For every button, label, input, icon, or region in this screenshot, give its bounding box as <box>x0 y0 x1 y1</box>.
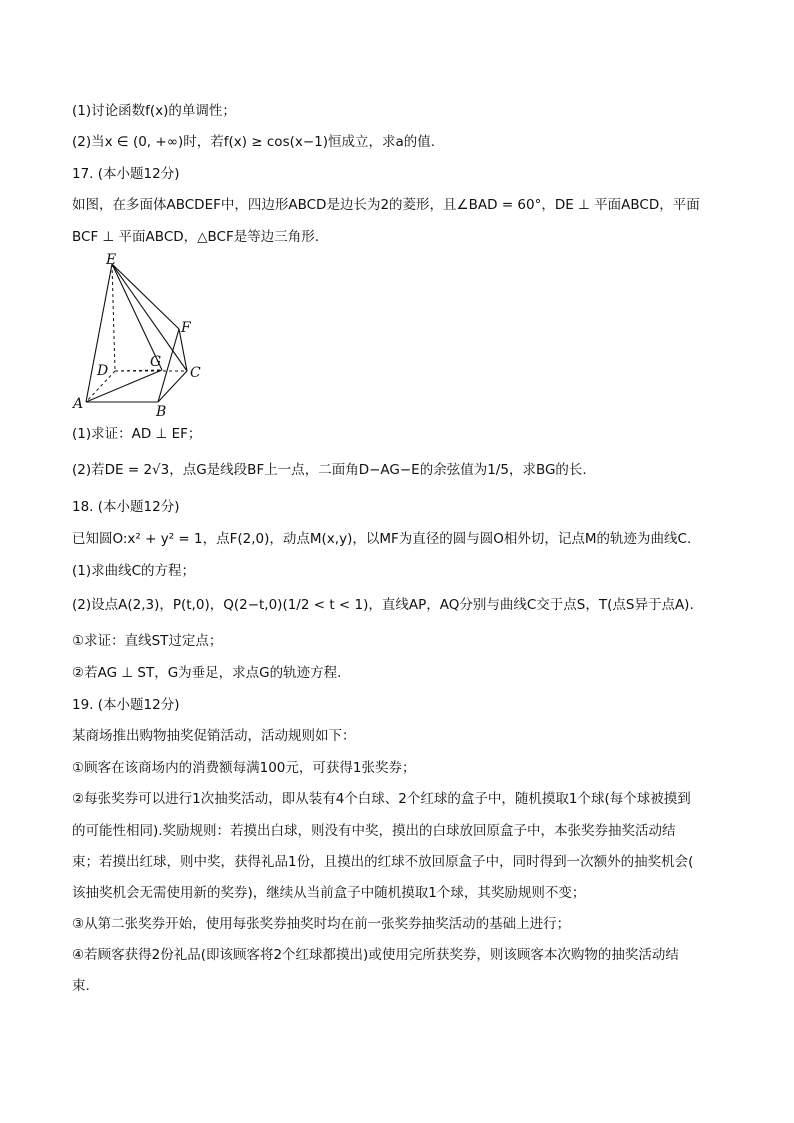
q17-stem-line1: 如图，在多面体ABCDEF中，四边形ABCD是边长为2的菱形，且∠BAD = 60°，DE ⊥ 平面ABCD，平面 <box>72 197 700 213</box>
q19-rule3: ③从第二张奖券开始，使用每张奖券抽奖时均在前一张奖券抽奖活动的基础上进行； <box>72 916 571 932</box>
q17-header: 17. (本小题12分) <box>72 166 180 182</box>
q19-rule4-line1: ④若顾客获得2份礼品(即该顾客将2个红球都摸出)或使用完所获奖券，则该顾客本次购物的抽奖活动结 <box>72 947 679 963</box>
label-E: E <box>106 252 117 268</box>
label-F: F <box>181 320 191 336</box>
label-G: G <box>150 354 162 370</box>
q16-part1: (1)讨论函数f(x)的单调性； <box>72 103 236 119</box>
q17-stem-line2: BCF ⊥ 平面ABCD，△BCF是等边三角形. <box>72 229 320 245</box>
label-B: B <box>156 404 167 420</box>
q19-rule2-line1: ②每张奖券可以进行1次抽奖活动，即从装有4个白球、2个红球的盒子中，随机摸取1个球(每个球被摸到 <box>72 791 691 807</box>
q17-part1: (1)求证：AD ⊥ EF； <box>72 426 202 442</box>
q19-rule1: ①顾客在该商场内的消费额每满100元，可获得1张奖券； <box>72 760 416 776</box>
q16-part2: (2)当x ∈ (0, +∞)时，若f(x) ≥ cos(x−1)恒成立，求a的值. <box>72 134 436 150</box>
q19-intro: 某商场推出购物抽奖促销活动，活动规则如下： <box>72 728 356 744</box>
q17-part2: (2)若DE = 2√3，点G是线段BF上一点，二面角D−AG−E的余弦值为1/5，求BG的长. <box>72 462 587 478</box>
polyhedron-figure <box>70 250 220 420</box>
edge-ED-hidden <box>112 264 115 371</box>
q19-rule2-line2: 的可能性相同).奖励规则：若摸出白球，则没有中奖，摸出的白球放回原盒子中，本张奖券抽奖活动结 <box>72 823 676 839</box>
q18-sub2: ②若AG ⊥ ST，G为垂足，求点G的轨迹方程. <box>72 665 342 681</box>
q18-sub1: ①求证：直线ST过定点； <box>72 633 223 649</box>
label-D: D <box>97 363 109 379</box>
edge-EF <box>112 264 179 329</box>
label-A: A <box>73 396 84 412</box>
edge-EA <box>86 264 112 402</box>
label-C: C <box>190 365 201 381</box>
edge-DG-hidden <box>115 370 162 371</box>
q18-part1: (1)求曲线C的方程； <box>72 563 196 579</box>
q19-rule2-line3: 束；若摸出红球，则中奖，获得礼品1份，且摸出的红球不放回原盒子中，同时得到一次额外的抽奖机会( <box>72 854 694 870</box>
q18-header: 18. (本小题12分) <box>72 499 180 515</box>
q18-part2: (2)设点A(2,3)，P(t,0)，Q(2−t,0)(1/2 < t < 1)，直线AP，AQ分别与曲线C交于点S，T(点S异于点A). <box>72 597 694 613</box>
q18-stem: 已知圆O:x² + y² = 1，点F(2,0)，动点M(x,y)，以MF为直径的圆与圆O相外切，记点M的轨迹为曲线C. <box>72 531 692 547</box>
q19-rule2-line4: 该抽奖机会无需使用新的奖券)，继续从当前盒子中随机摸取1个球，其奖励规则不变； <box>72 885 586 901</box>
q19-header: 19. (本小题12分) <box>72 697 180 713</box>
q19-rule4-line2: 束. <box>72 978 90 994</box>
